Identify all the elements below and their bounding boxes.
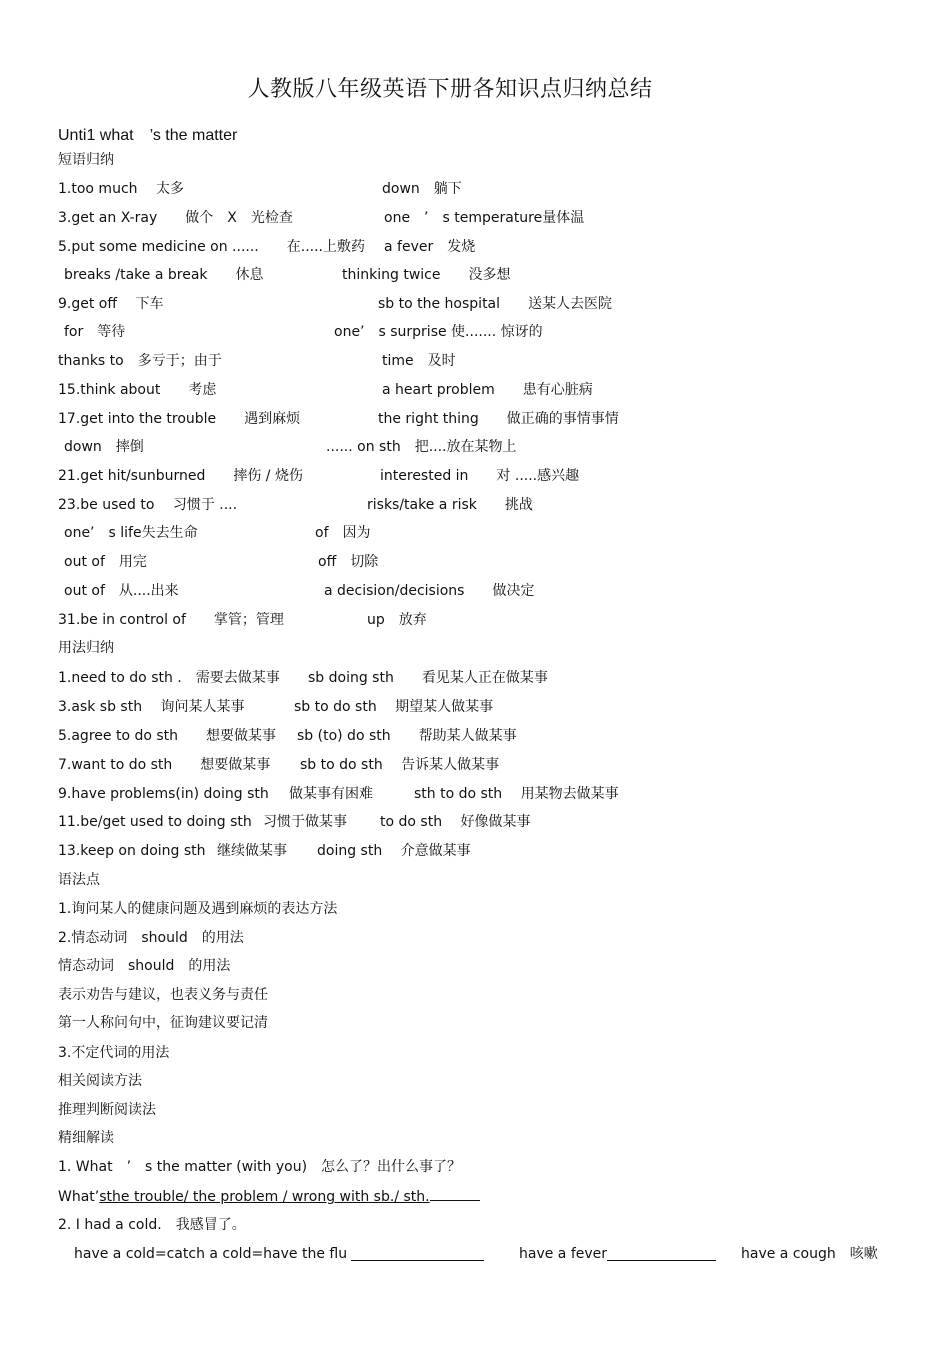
usage-left: 9.have problems(in) doing sth — [58, 786, 269, 802]
phrase-left: down 摔倒 — [64, 439, 144, 455]
close-reading-prefix: What’ — [58, 1189, 100, 1205]
grammar-item: 情态动词 should 的用法 — [58, 958, 231, 974]
usage-right: sb to do sth 告诉某人做某事 — [300, 757, 500, 773]
usage-mid: 做某事有困难 — [289, 786, 373, 802]
usage-right: sth to do sth 用某物去做某事 — [414, 786, 619, 802]
answer-blank — [607, 1246, 716, 1261]
section-inference: 推理判断阅读法 — [58, 1102, 156, 1118]
phrase-right: down 躺下 — [382, 181, 462, 197]
phrase-left: one’ s life失去生命 — [64, 525, 198, 541]
phrase-left: out of 从....出来 — [64, 583, 179, 599]
phrase-left: thanks to 多亏于；由于 — [58, 353, 222, 369]
phrase-right: off 切除 — [318, 554, 379, 570]
usage-left: 3.ask sb sth 询问某人某事 — [58, 699, 245, 715]
phrase-left: 5.put some medicine on ...... 在.....上敷药 — [58, 239, 366, 255]
usage-right: to do sth 好像做某事 — [380, 814, 531, 830]
phrase-left: 3.get an X-ray 做个 X 光检查 — [58, 210, 293, 226]
usage-mid: 继续做某事 — [217, 843, 287, 859]
usage-right: doing sth 介意做某事 — [317, 843, 471, 859]
phrase-right: one’ s surprise 使....... 惊讶的 — [334, 324, 543, 340]
unit-title: Unti1 what ’s the matter — [58, 127, 238, 144]
phrase-right: a decision/decisions 做决定 — [324, 583, 535, 599]
page-title: 人教版八年级英语下册各知识点归纳总结 — [247, 77, 653, 102]
phrase-left: 17.get into the trouble 遇到麻烦 — [58, 411, 301, 427]
phrase-right: time 及时 — [382, 353, 456, 369]
usage-left: 11.be/get used to doing sth — [58, 814, 252, 830]
section-grammar: 语法点 — [58, 872, 100, 888]
phrase-right: risks/take a risk 挑战 — [367, 497, 533, 513]
usage-right: sb to do sth 期望某人做某事 — [294, 699, 494, 715]
usage-left: 1.need to do sth . 需要去做某事 — [58, 670, 280, 686]
close-reading-line: 1. What ’ s the matter (with you) 怎么了？出什么事了？ — [58, 1159, 462, 1175]
phrase-left: 1.too much 太多 — [58, 181, 184, 197]
usage-left: 13.keep on doing sth — [58, 843, 206, 859]
phrase-left: for 等待 — [64, 324, 126, 340]
grammar-item: 3.不定代词的用法 — [58, 1045, 170, 1061]
phrase-left: 15.think about 考虑 — [58, 382, 217, 398]
close-reading-line: 2. I had a cold. 我感冒了。 — [58, 1217, 246, 1233]
phrase-right: sb to the hospital 送某人去医院 — [378, 296, 613, 312]
section-phrases: 短语归纳 — [58, 152, 114, 168]
phrase-right: thinking twice 没多想 — [342, 267, 511, 283]
phrase-left: 9.get off 下车 — [58, 296, 164, 312]
answer-blank — [430, 1186, 480, 1201]
close-reading-line: have a fever — [519, 1246, 608, 1262]
close-reading-line — [58, 1186, 480, 1207]
usage-left: 5.agree to do sth 想要做某事 — [58, 728, 277, 744]
close-reading-line: have a cough 咳嗽 — [741, 1246, 878, 1262]
usage-right: sb doing sth 看见某人正在做某事 — [308, 670, 548, 686]
phrase-left: out of 用完 — [64, 554, 147, 570]
grammar-item: 1.询问某人的健康问题及遇到麻烦的表达方法 — [58, 901, 338, 917]
grammar-item: 表示劝告与建议，也表义务与责任 — [58, 987, 268, 1003]
usage-left: 7.want to do sth 想要做某事 — [58, 757, 271, 773]
usage-right: sb (to) do sth 帮助某人做某事 — [297, 728, 517, 744]
phrase-right: up 放弃 — [367, 612, 427, 628]
phrase-right: the right thing 做正确的事情事情 — [378, 411, 619, 427]
section-usage: 用法归纳 — [58, 640, 114, 656]
phrase-left: 21.get hit/sunburned 摔伤 / 烧伤 — [58, 468, 303, 484]
phrase-right: ...... on sth 把....放在某物上 — [326, 439, 517, 455]
close-reading-line: have a cold=catch a cold=have the flu — [74, 1246, 348, 1262]
grammar-item: 2.情态动词 should 的用法 — [58, 930, 244, 946]
phrase-left: 23.be used to 习惯于 .... — [58, 497, 238, 513]
answer-blank — [351, 1246, 484, 1261]
phrase-right: interested in 对 .....感兴趣 — [380, 468, 580, 484]
phrase-right: of 因为 — [315, 525, 371, 541]
phrase-left: breaks /take a break 休息 — [64, 267, 264, 283]
phrase-right: a fever 发烧 — [384, 239, 476, 255]
section-close-reading: 精细解读 — [58, 1130, 114, 1146]
phrase-left: 31.be in control of 掌管；管理 — [58, 612, 284, 628]
phrase-right: one ’ s temperature量体温 — [384, 210, 585, 226]
section-reading-methods: 相关阅读方法 — [58, 1073, 142, 1089]
close-reading-underlined: sthe trouble/ the problem / wrong with sb./ sth. — [99, 1189, 430, 1205]
usage-mid: 习惯于做某事 — [263, 814, 347, 830]
phrase-right: a heart problem 患有心脏病 — [382, 382, 593, 398]
grammar-item: 第一人称问句中，征询建议要记清 — [58, 1015, 268, 1031]
